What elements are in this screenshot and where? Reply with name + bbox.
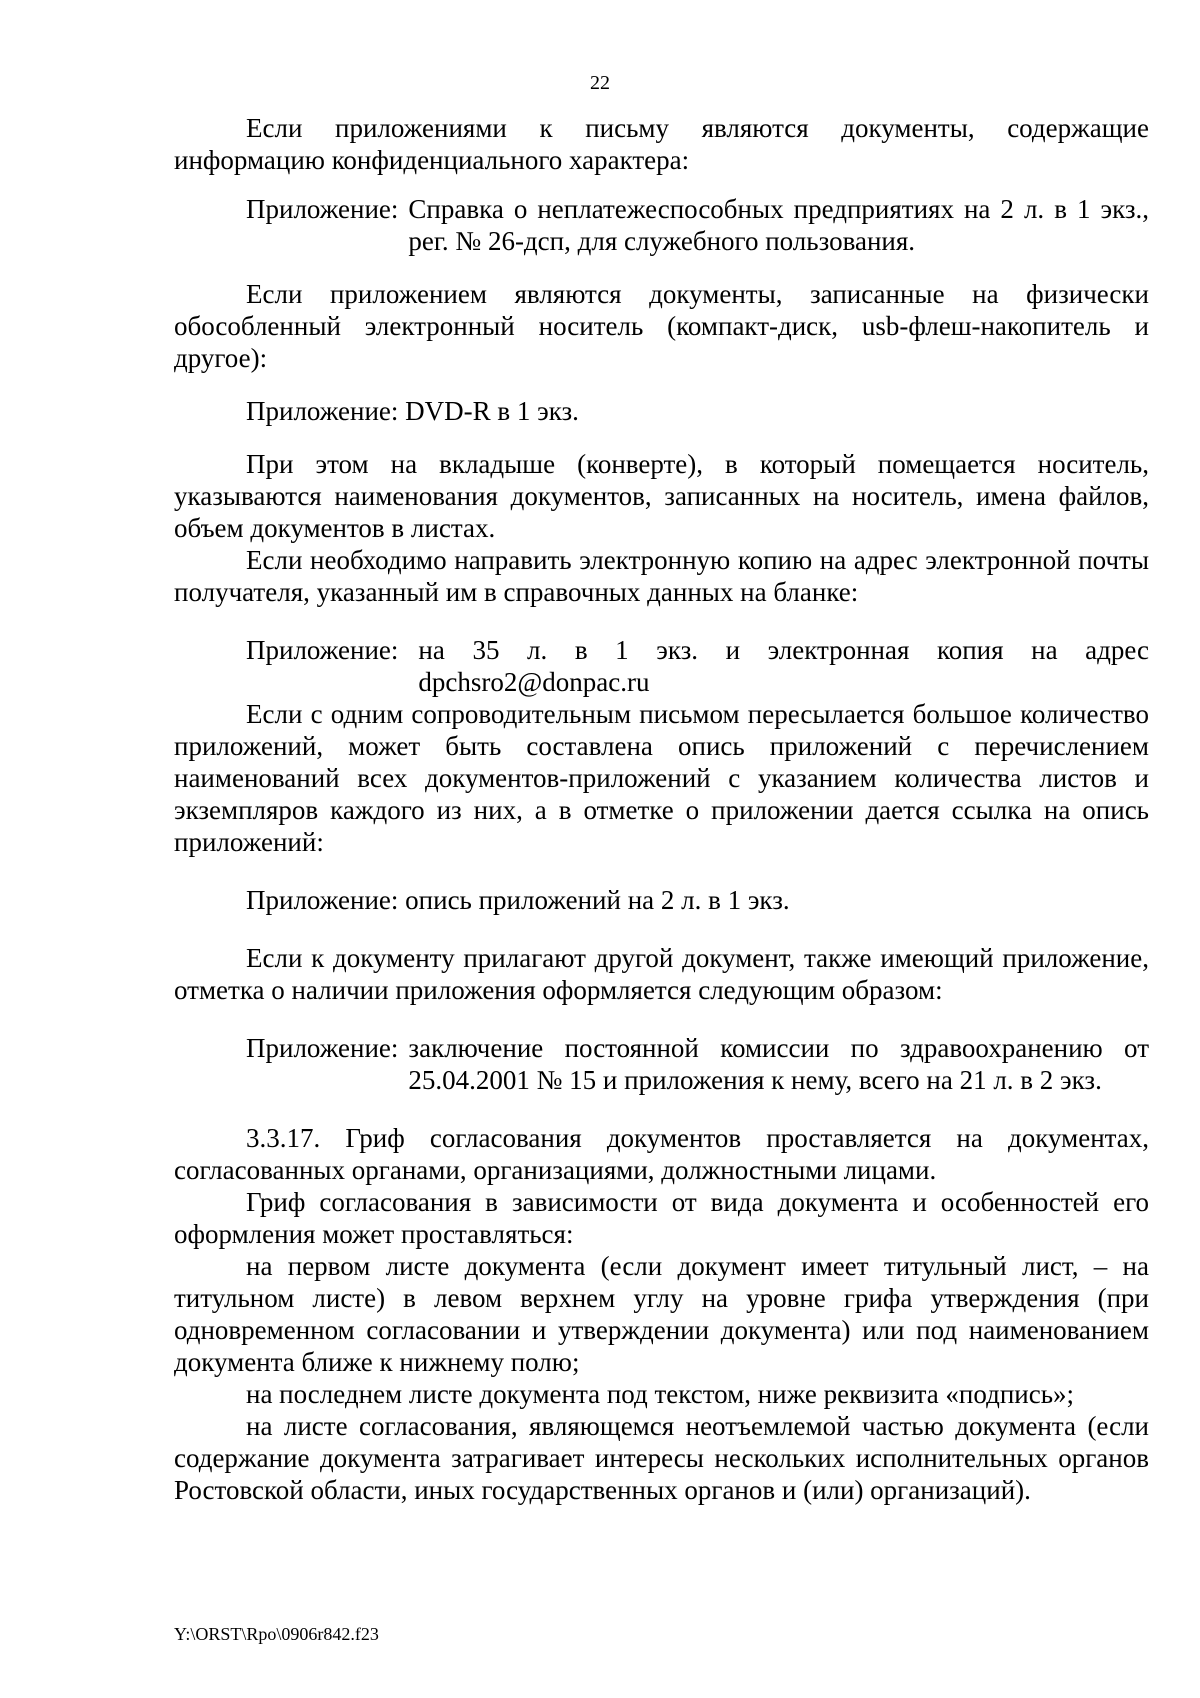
document-body <box>174 112 1149 1506</box>
page-number: 22 <box>590 72 610 94</box>
paragraph-confidential-intro: Если приложениями к письму являются документы, содержащие информацию конфиденциального характера: <box>174 113 1149 175</box>
attachment-value: Справка о неплатежеспособных предприятиях на 2 л. в 1 экз., рег. № 26-дсп, для служебного пользования. <box>408 194 1149 256</box>
attachment-value: заключение постоянной комиссии по здравоохранению от 25.04.2001 № 15 и приложения к нему, всего на 21 л. в 2 экз. <box>408 1033 1149 1095</box>
attachment-commission-conclusion <box>246 1032 1149 1096</box>
attachment-label: Приложение: <box>246 635 399 665</box>
attachment-label: Приложение: <box>246 194 399 224</box>
paragraph-approval-stamp-placement: Гриф согласования в зависимости от вида документа и особенностей его оформления может проставляться: <box>174 1187 1149 1249</box>
attachment-email-copy <box>246 634 1149 698</box>
paragraph-electronic-media: Если приложением являются документы, записанные на физически обособленный электронный носитель (компакт-диск, usb-флеш-накопитель и другое): <box>174 279 1149 373</box>
paragraph-electronic-copy: Если необходимо направить электронную копию на адрес электронной почты получателя, указанный им в справочных данных на бланке: <box>174 545 1149 607</box>
attachment-value: на 35 л. в 1 экз. и электронная копия на адрес dpchsro2@donpac.ru <box>418 635 1149 697</box>
paragraph-insert-envelope: При этом на вкладыше (конверте), в который помещается носитель, указываются наименования документов, записанных на носитель, имена файлов, объем документов в листах. <box>174 449 1149 543</box>
attachment-inventory: Приложение: опись приложений на 2 л. в 1 экз. <box>246 885 790 915</box>
paragraph-last-sheet: на последнем листе документа под текстом, ниже реквизита «подпись»; <box>246 1379 1075 1409</box>
paragraph-nested-attachment: Если к документу прилагают другой документ, также имеющий приложение, отметка о наличии приложения оформляется следующим образом: <box>174 943 1149 1005</box>
paragraph-first-sheet: на первом листе документа (если документ имеет титульный лист, – на титульном листе) в левом верхнем углу на уровне грифа утверждения (при одновременном согласовании и утверждении документа) или под наименованием документа ближе к нижнему полю; <box>174 1251 1149 1377</box>
footer-file-path: Y:\ORST\Rpo\0906r842.f23 <box>174 1624 379 1644</box>
paragraph-approval-sheet: на листе согласования, являющемся неотъемлемой частью документа (если содержание документа затрагивает интересы нескольких исполнительных органов Ростовской области, иных государственных органов и (или) организаций). <box>174 1411 1149 1505</box>
attachment-dvd: Приложение: DVD-R в 1 экз. <box>246 396 579 426</box>
attachment-confidential <box>246 193 1149 257</box>
paragraph-attachment-inventory: Если с одним сопроводительным письмом пересылается большое количество приложений, может быть составлена опись приложений с перечислением наименований всех документов-приложений с указанием количества листов и экземпляров каждого из них, а в отметке о приложении дается ссылка на опись приложений: <box>174 699 1149 857</box>
attachment-label: Приложение: <box>246 1033 399 1063</box>
paragraph-section-3-3-17: 3.3.17. Гриф согласования документов проставляется на документах, согласованных органами, организациями, должностными лицами. <box>174 1123 1149 1185</box>
